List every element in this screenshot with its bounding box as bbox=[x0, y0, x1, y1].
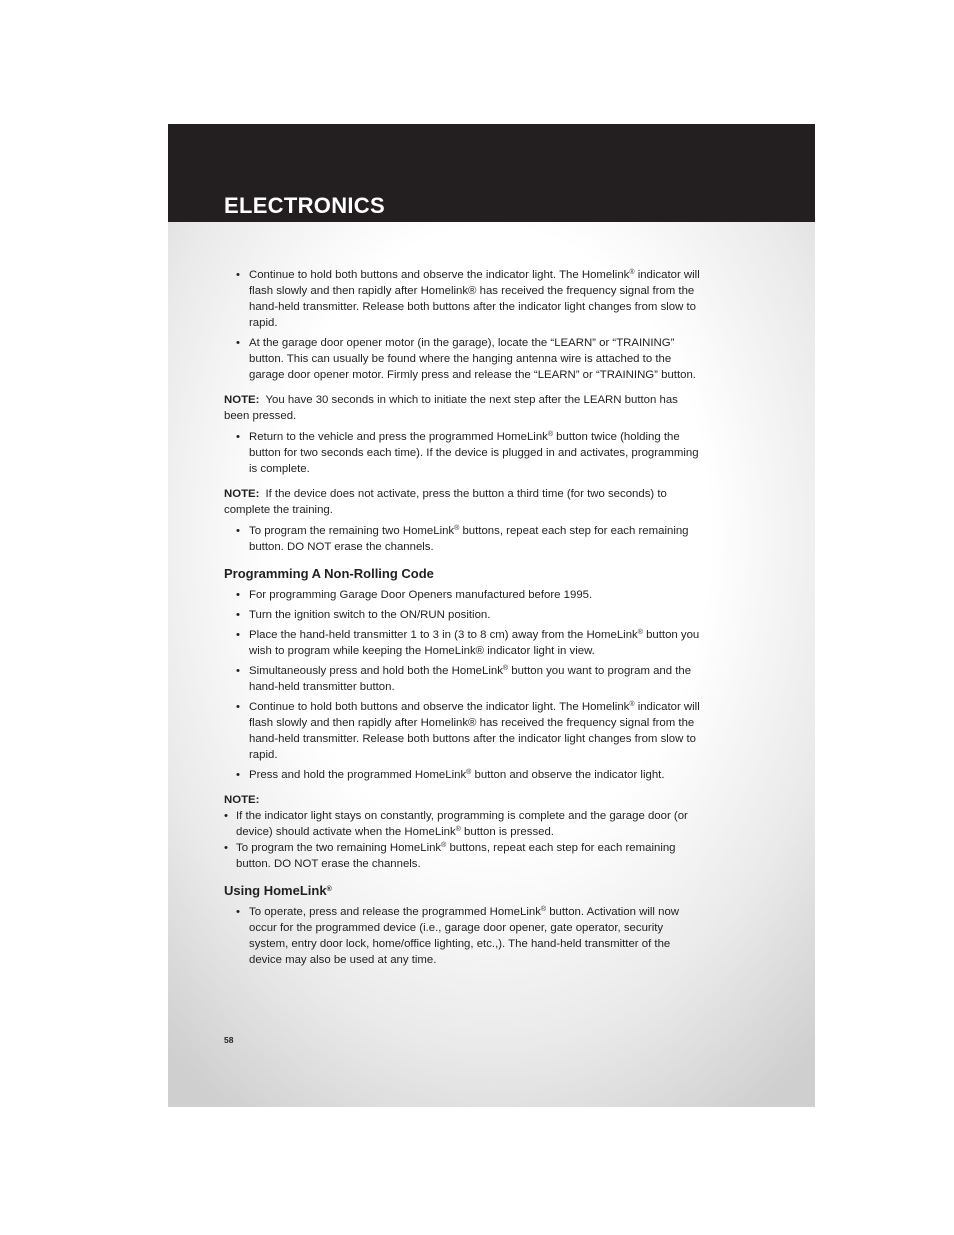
note-label: NOTE: bbox=[224, 394, 260, 406]
subsection-heading: Programming A Non-Rolling Code bbox=[224, 566, 434, 581]
section-header-bar bbox=[168, 124, 815, 222]
list-item: • To operate, press and release the programmed HomeLink® button. Activation will now occur for the programmed device (i.e., garage door opener, gate operator, security system, entry door lock, home/office lighting, etc.,). The hand-held transmitter of the device may also be used at any time. bbox=[224, 904, 704, 968]
note-list-item: • To program the two remaining HomeLink® buttons, repeat each step for each remaining button. DO NOT erase the channels. bbox=[224, 840, 704, 872]
list-item: • Press and hold the programmed HomeLink® button and observe the indicator light. bbox=[224, 767, 704, 783]
list-item: • Continue to hold both buttons and observe the indicator light. The Homelink® indicator will flash slowly and then rapidly after Homelink® has received the frequency signal from the hand-held transmitter. Release both buttons after the indicator light changes from slow to rapid. bbox=[224, 267, 704, 331]
note-label: NOTE: bbox=[224, 488, 260, 500]
list-item: • For programming Garage Door Openers manufactured before 1995. bbox=[224, 587, 704, 603]
list-item: • At the garage door opener motor (in the garage), locate the “LEARN” or “TRAINING” button. This can usually be found where the hanging antenna wire is attached to the garage door opener motor. Firmly press and release the “LEARN” or “TRAINING” button. bbox=[224, 335, 704, 383]
page-content bbox=[224, 267, 704, 972]
note-list-item: • If the indicator light stays on constantly, programming is complete and the garage door (or device) should activate when the HomeLink® button is pressed. bbox=[224, 808, 704, 840]
page-number: 58 bbox=[224, 1035, 234, 1045]
list-item: • Place the hand-held transmitter 1 to 3 in (3 to 8 cm) away from the HomeLink® button you wish to program while keeping the HomeLink® indicator light in view. bbox=[224, 627, 704, 659]
list-item: • Simultaneously press and hold both the HomeLink® button you want to program and the hand-held transmitter button. bbox=[224, 663, 704, 695]
note-paragraph: NOTE: If the device does not activate, press the button a third time (for two seconds) to complete the training. bbox=[224, 488, 667, 516]
manual-page bbox=[168, 124, 815, 1107]
list-item: • Turn the ignition switch to the ON/RUN position. bbox=[224, 607, 704, 623]
note-label: NOTE: bbox=[224, 794, 260, 806]
list-item: • To program the remaining two HomeLink® buttons, repeat each step for each remaining button. DO NOT erase the channels. bbox=[224, 523, 704, 555]
list-item: • Return to the vehicle and press the programmed HomeLink® button twice (holding the button for two seconds each time). If the device is plugged in and activates, programming is complete. bbox=[224, 429, 704, 477]
note-paragraph: NOTE: You have 30 seconds in which to initiate the next step after the LEARN button has been pressed. bbox=[224, 394, 678, 422]
list-item: • Continue to hold both buttons and observe the indicator light. The Homelink® indicator will flash slowly and then rapidly after Homelink® has received the frequency signal from the hand-held transmitter. Release both buttons after the indicator light changes from slow to rapid. bbox=[224, 699, 704, 763]
subsection-heading: Using HomeLink® bbox=[224, 883, 332, 898]
section-title: ELECTRONICS bbox=[224, 193, 385, 218]
